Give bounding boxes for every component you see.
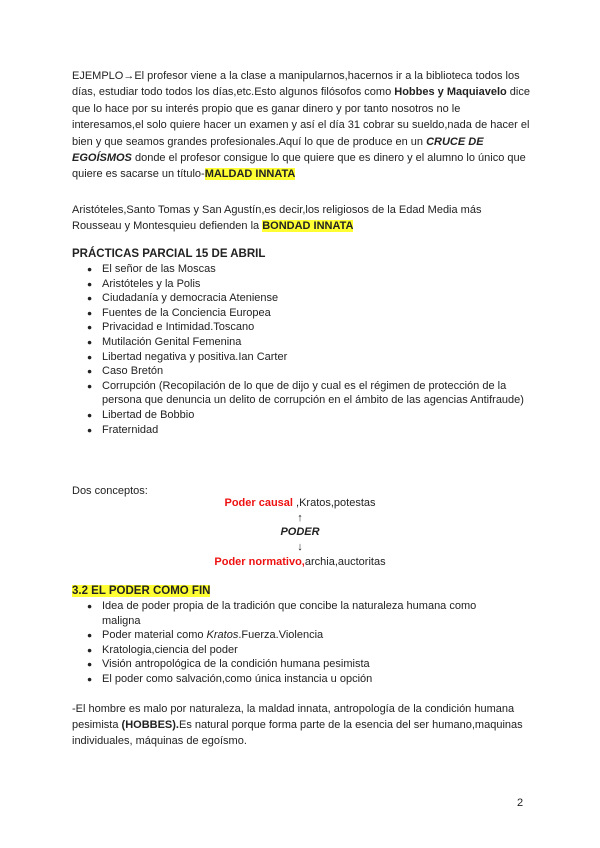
- list-item: ● Visión antropológica de la condición humana pesimista: [72, 657, 507, 672]
- bold-text: Hobbes y Maquiavelo: [394, 86, 507, 99]
- list-item: ● El poder como salvación,como única instancia u opción: [72, 672, 507, 687]
- text: ,Kratos,potestas: [292, 497, 376, 509]
- list-item: ● Fuentes de la Conciencia Europea: [72, 306, 532, 321]
- practicas-heading: PRÁCTICAS PARCIAL 15 DE ABRIL: [72, 248, 266, 260]
- section-title: 3.2 EL PODER COMO FIN: [72, 585, 211, 597]
- text: archia,auctoritas: [304, 556, 386, 568]
- highlight-maldad-innata: MALDAD INNATA: [204, 168, 296, 181]
- poder-label: PODER: [280, 526, 320, 538]
- bondad-paragraph: [72, 202, 532, 234]
- practicas-list: [72, 262, 532, 437]
- text: Poder material como: [102, 629, 207, 642]
- highlight-bondad-innata: BONDAD INNATA: [262, 220, 354, 232]
- text: donde el profesor consigue lo que quiere que es dinero y el alumno lo único que quiere es sacarse un título-: [72, 152, 526, 181]
- section-3-2-heading: [72, 585, 210, 597]
- arrow-down-icon: ↓: [297, 541, 303, 553]
- list-item: ● Caso Bretón: [72, 364, 532, 379]
- text: .Fuerza.Violencia: [238, 629, 324, 642]
- text: -El hombre es malo por naturaleza, la maldad innata, antropología de la condición humana pesimista: [72, 703, 515, 731]
- poder-causal-line: [0, 497, 600, 509]
- bold-italic-text: CRUCE DE EGOÍSMOS: [72, 135, 484, 165]
- list-item: ● Idea de poder propia de la tradición que concibe la naturaleza humana como maligna: [72, 599, 507, 628]
- text: Aristóteles,Santo Tomas y San Agustín,es decir,los religiosos de la Edad Media más Rousseau y Montesquieu defienden la: [72, 204, 482, 232]
- dos-conceptos-label: Dos conceptos:: [72, 485, 148, 497]
- list-item: ● Ciudadanía y democracia Ateniense: [72, 291, 532, 306]
- list-item: ● Mutilación Genital Femenina: [72, 335, 532, 350]
- italic-text: Kratos: [206, 629, 239, 642]
- example-paragraph: [72, 68, 532, 183]
- poder-causal: Poder causal: [224, 497, 293, 509]
- poder-normativo: Poder normativo,: [214, 556, 305, 568]
- list-item: ● Kratologia,ciencia del poder: [72, 643, 507, 658]
- section-3-2-list: [72, 599, 507, 687]
- list-item: ● El señor de las Moscas: [72, 262, 532, 277]
- hobbes-paragraph: [72, 701, 532, 749]
- poder-normativo-line: [0, 556, 600, 568]
- text: Es natural porque forma parte de la esencia del ser humano,maquinas individuales, máquinas de egoísmo.: [72, 719, 523, 747]
- text: EJEMPLO→El profesor viene a la clase a manipularnos,hacernos ir a la biblioteca todos los días, estudiar todo todos los días,etc.Esto algunos filósofos como: [72, 70, 520, 99]
- list-item: ● Corrupción (Recopilación de lo que de dijo y cual es el régimen de protección de la persona que denuncia un delito de corrupción en el ámbito de las agencias Antifraude): [72, 379, 532, 408]
- list-item: ● Privacidad e Intimidad.Toscano: [72, 320, 532, 335]
- list-item: ● Libertad negativa y positiva.Ian Carter: [72, 350, 532, 365]
- list-item: ● Fraternidad: [72, 423, 532, 438]
- arrow-up-icon: ↑: [297, 512, 303, 524]
- text: dice que lo hace por su interés propio que es ganar dinero y por tanto nosotros no le interesamos,el solo quiere hacer un examen y así el día 31 cobrar su sueldo,nada de hacer el bien y que seamos grandes profesionales.Aquí lo que de produce en un: [72, 86, 530, 148]
- page-number: 2: [517, 797, 524, 809]
- bold-text: (HOBBES).: [121, 719, 179, 731]
- list-item: [72, 628, 507, 643]
- list-item: ● Aristóteles y la Polis: [72, 277, 532, 292]
- list-item: ● Libertad de Bobbio: [72, 408, 532, 423]
